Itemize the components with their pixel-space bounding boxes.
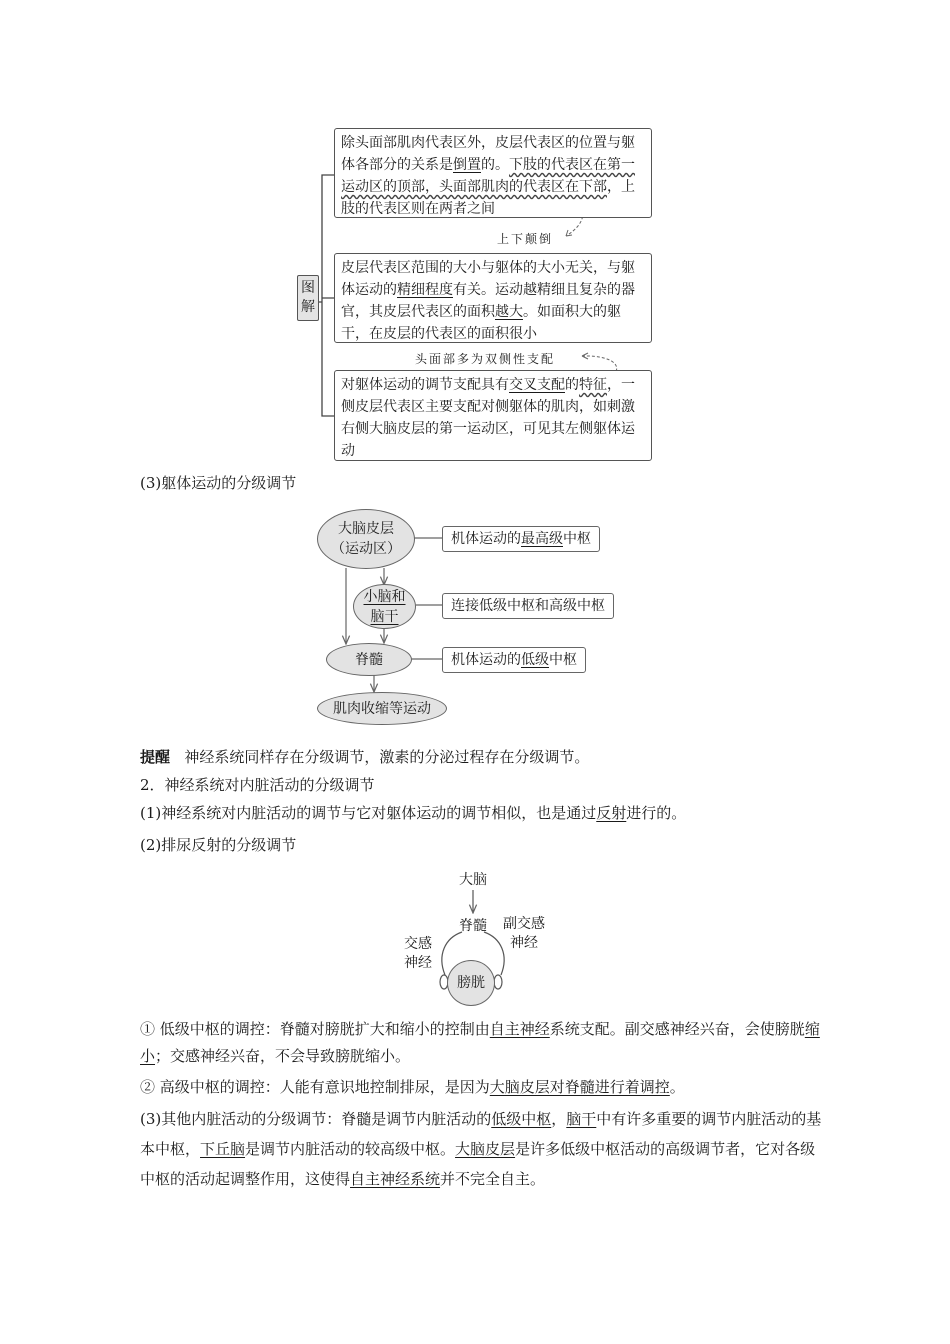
- node-label: 脑干: [370, 608, 399, 625]
- text: 系统支配。副交感神经兴奋，会使膀胱: [549, 1020, 805, 1038]
- label-sympathetic: [398, 935, 438, 973]
- label-text: 交感: [404, 936, 432, 952]
- text: ，: [551, 1110, 567, 1128]
- underlined-answer: 脑干: [566, 1110, 597, 1128]
- node-label: （运动区）: [331, 541, 401, 557]
- label-text: 神经: [404, 955, 432, 971]
- label-brain: 大脑: [459, 872, 487, 888]
- underlined-answer: 缩小: [140, 1020, 820, 1065]
- underlined-answer: 最高级: [521, 531, 563, 547]
- text: 是许多低级中枢活动的高级调节者，它对各级中枢的活动起调整作用，这使得: [140, 1140, 816, 1188]
- annotation-upside-down: 上下颠倒: [497, 232, 554, 246]
- text: 并不完全自主。: [440, 1170, 546, 1188]
- node-label: 大脑皮层: [338, 521, 394, 537]
- text: (1)神经系统对内脏活动的调节与它对躯体运动的调节相似，也是通过: [140, 804, 597, 822]
- wavy-emphasis: 特征: [579, 377, 607, 393]
- label-text: 神经: [510, 935, 538, 951]
- underlined-answer: 低级: [521, 652, 549, 668]
- text: ② 高级中枢的调控：人能有意识地控制排尿，是因为: [140, 1078, 490, 1096]
- text: 机体运动的: [451, 652, 521, 668]
- section-heading-visceral: 2．神经系统对内脏活动的分级调节: [140, 776, 375, 794]
- node-label: 肌肉收缩等运动: [333, 700, 431, 717]
- text: (3)其他内脏活动的分级调节：脊髓是调节内脏活动的: [140, 1110, 492, 1128]
- text: 机体运动的: [451, 531, 521, 547]
- wavy-emphasis: 下肢的代表区在第一运动区的顶部，头面部肌肉的代表区在下部: [341, 157, 635, 195]
- underlined-answer: 自主神经系统: [350, 1170, 441, 1188]
- label-text: 副交感: [503, 916, 545, 932]
- underlined-answer: 大脑皮层: [455, 1140, 516, 1158]
- text: 的。: [481, 157, 509, 173]
- text: 中枢: [549, 652, 577, 668]
- paragraph-other-visceral: [140, 1104, 830, 1194]
- text: 是调节内脏活动的较高级中枢。: [245, 1140, 456, 1158]
- diagram-tag: 图解: [297, 275, 319, 321]
- text: 中枢: [563, 531, 591, 547]
- text: 连接低级中枢和高级中枢: [451, 598, 605, 614]
- node-label: 小脑和: [363, 588, 406, 605]
- heading-somatic-hierarchy: (3)躯体运动的分级调节: [140, 474, 297, 492]
- text: 的: [565, 377, 579, 393]
- underlined-answer: 反射: [596, 804, 627, 822]
- text: 进行的。: [626, 804, 687, 822]
- text: 对躯体运动的调节支配具有: [341, 377, 509, 393]
- underlined-answer: 下丘脑: [200, 1140, 246, 1158]
- item-low-level-control: [140, 1016, 830, 1070]
- text: ，上肢的代表区则在两者之间: [341, 179, 635, 217]
- text: ① 低级中枢的调控：脊髓对膀胱扩大和缩小的控制由: [140, 1020, 490, 1038]
- node-bladder: [447, 960, 495, 1006]
- underlined-answer: 大脑皮层对脊髓进行着调控: [489, 1078, 670, 1096]
- text: 有关。运动越精细且复杂的器官，其皮层代表区的面积: [341, 282, 635, 320]
- underlined-answer: 自主神经: [489, 1020, 550, 1038]
- underlined-answer: 精细程度: [397, 282, 453, 298]
- underlined-answer: 倒置: [453, 157, 481, 173]
- underlined-answer: 越大: [495, 304, 523, 320]
- text: ；交感神经兴奋，不会导致膀胱缩小。: [155, 1047, 411, 1065]
- tip-text: 神经系统同样存在分级调节，激素的分泌过程存在分级调节。: [184, 748, 590, 766]
- annotation-bilateral: 头面部多为双侧性支配: [415, 352, 556, 366]
- underlined-answer: 低级中枢: [491, 1110, 552, 1128]
- text: 除头面部肌肉代表区外，皮层代表区的位置与躯体各部分的关系是: [341, 135, 635, 173]
- text: 皮层代表区范围的大小与躯体的大小无关，与躯体运动的: [341, 260, 635, 298]
- tip-label: 提醒: [140, 748, 171, 766]
- node-label: 脊髓: [355, 651, 383, 668]
- label-parasympathetic: [498, 915, 550, 953]
- text: 。如面积大的躯干，在皮层的代表区的面积很小: [341, 304, 621, 342]
- text: ，一侧皮层代表区主要支配对侧躯体的肌肉，如刺激右侧大脑皮层的第一运动区，可见其左侧躯体运动: [341, 377, 635, 459]
- node-label: 膀胱: [457, 975, 485, 991]
- heading-micturition: (2)排尿反射的分级调节: [140, 836, 297, 854]
- text: 。: [669, 1078, 685, 1096]
- underlined-answer: 交叉支配: [509, 377, 565, 393]
- label-spinal-cord: 脊髓: [459, 918, 487, 934]
- text: 中有许多重要的调节内脏活动的基本中枢，: [140, 1110, 822, 1158]
- item-high-level-control: [140, 1074, 830, 1101]
